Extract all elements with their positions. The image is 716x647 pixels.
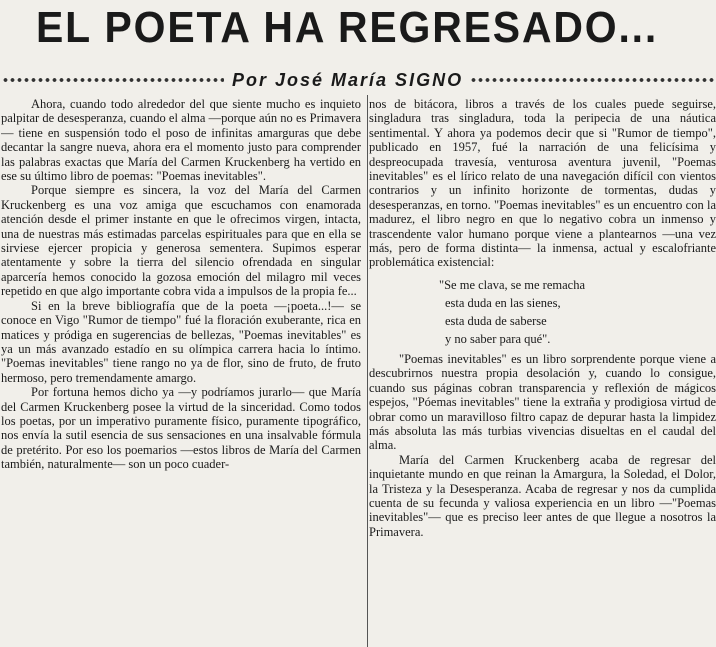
paragraph: nos de bitácora, libros a través de los cuales puede seguirse, singladura tras singladura, toda la peripecia de una náutica sentimental. Y ahora ya podemos decir que si "Rumor de tiempo", publicado en 1957, fué la narración de una felicísima y despreocupada travesía, venturosa aventura juvenil, "Poemas inevitables" es el lírico relato de una navegación difícil con vientos contrarios y un infinito horizonte de tormentas, dudas y desesperanzas, en torno. "Poemas inevitables" es un encuentro con la madurez, el libro negro en que lo negativo cobra un inmenso y trascendente valor humano porque viene a plantearnos —una vez más, pero de forma distinta— la inmensa, actual y escalofriante problemática existencial: (369, 97, 716, 270)
headline: EL POETA HA REGRESADO... (36, 3, 659, 52)
poem-line: y no saber para qué". (445, 331, 551, 346)
byline: Por José María SIGNO (232, 70, 464, 90)
right-column (369, 97, 716, 647)
decorative-border-right (470, 76, 714, 84)
paragraph: Si en la breve bibliografía que de la poeta —¡poeta...!— se conoce en Vigo "Rumor de tiempo" fué la floración exuberante, rica en matices y pródiga en sugerencias de bellezas, "Poemas inevitables" es ya un más avanzado estadío en su olímpica carrera hacia lo íntimo. "Poemas inevitables" tiene rango no ya de flor, sino de fruto, de fruto hermoso, pero tremendamente amargo. (1, 298, 361, 385)
poem-line: "Se me clava, se me remacha (439, 277, 586, 292)
paragraph: "Poemas inevitables" es un libro sorprendente porque viene a descubrirnos nuestra propia desolación y, cuando lo consigue, cuando sus páginas cobran transparencia y reflexión de mágicos espejos, "Póemas inevitables" tiene la extraña y prodigiosa virtud de obrar como un maravilloso filtro capaz de depurar hasta la limpidez más absoluta las más turbias vivencias disueltas en el caudal del alma. (369, 351, 716, 453)
poem-line: esta duda de saberse (445, 313, 547, 328)
left-column (1, 97, 361, 647)
paragraph: Por fortuna hemos dicho ya —y podríamos jurarlo— que María del Carmen Kruckenberg posee la virtud de la sinceridad. Como todos los poetas, por un imperativo puramente físico, puramente tipográfico, nos envía la sutil esencia de sus sensaciones en una insalvable fórmula de pretérito. Por eso los poemarios —estos libros de María del Carmen también, naturalmente— son un poco cuader- (1, 385, 361, 472)
paragraph: Porque siempre es sincera, la voz del María del Carmen Kruckenberg es una voz amiga que escuchamos con enamorada atención desde el primer instante en que le ofrecimos virgen, intacta, una de nuestras más estimadas parcelas espirituales para que en ella se sirviese ejercer propicia y generosa sementera. Supimos esperar atentamente y sobre la tierra del silencio ofrendada en singular aparcería hemos conocido la gozosa emoción del milagro mil veces repetido en que algo importante cobra vida a impulsos de la propia fe... (1, 183, 361, 299)
paragraph: María del Carmen Kruckenberg acaba de regresar del inquietante mundo en que reinan la Amargura, la Soledad, el Dolor, la Tristeza y la Desesperanza. Acaba de regresar y nos da cumplida cuenta de su fecunda y valiosa experiencia en un libro —"Poemas inevitables"— que es preciso leer antes de que llegue a nosotros la Primavera. (369, 452, 716, 539)
decorative-border-left (2, 76, 224, 84)
poem-line: esta duda en las sienes, (445, 295, 561, 310)
paragraph: Ahora, cuando todo alrededor del que siente mucho es inquieto palpitar de desesperanza, cuando el alma —porque aún no es Primavera— tiene en suspensión todo el poso de infinitas amarguras que debe decantar la sangre nueva, ahora era el momento justo para comprender las palabras exactas que María del Carmen Kruckenberg ha vertido en ese su último libro de poemas: "Poemas inevitables". (1, 97, 361, 184)
poem-quote (439, 276, 716, 348)
column-divider (367, 95, 368, 647)
